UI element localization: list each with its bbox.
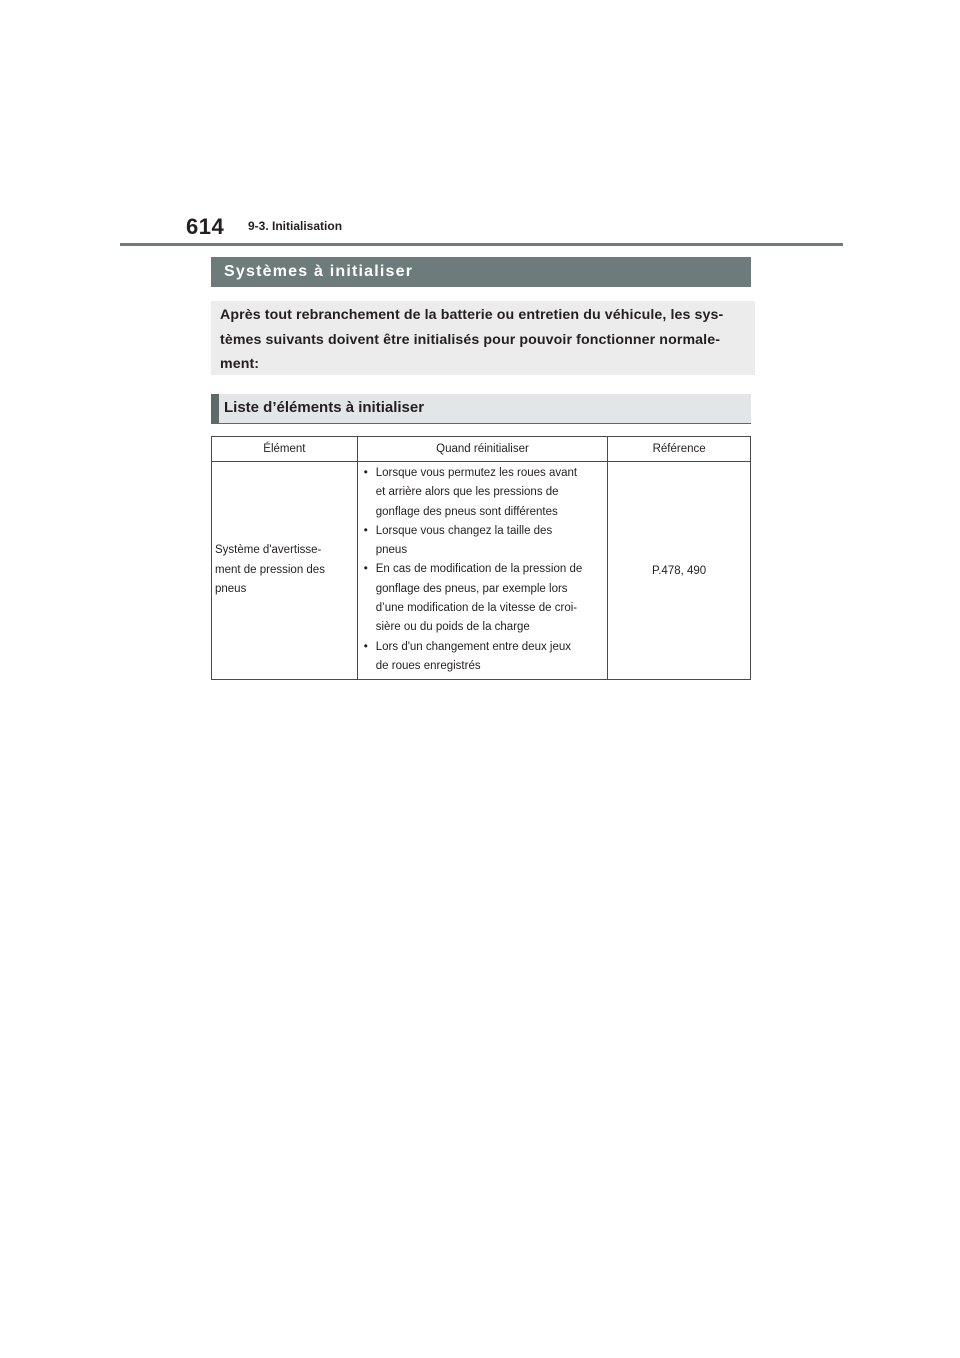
condition-line: En cas de modification de la pression de xyxy=(375,563,583,576)
condition-line: de roues enregistrés xyxy=(375,659,481,672)
element-line: ment de pression des xyxy=(215,563,325,576)
condition-line: pneus xyxy=(375,544,408,557)
header-divider xyxy=(120,243,843,246)
column-header-element: Élément xyxy=(212,437,358,462)
intro-line: ment: xyxy=(220,356,260,372)
intro-text xyxy=(220,301,745,377)
column-header-reference: Référence xyxy=(608,437,751,462)
list-subheading: Liste d’éléments à initialiser xyxy=(211,394,751,424)
cell-reference: P.478, 490 xyxy=(608,462,751,680)
condition-line: d’une modification de la vitesse de croi- xyxy=(375,602,578,615)
intro-box xyxy=(211,301,755,375)
element-line: pneus xyxy=(215,583,247,596)
page-number: 614 xyxy=(186,214,225,239)
column-header-when: Quand réinitialiser xyxy=(357,437,608,462)
initialization-table xyxy=(211,436,751,680)
condition-item xyxy=(362,522,604,561)
condition-list xyxy=(362,464,604,676)
element-line: Système d'avertisse- xyxy=(215,544,322,557)
cell-when xyxy=(357,462,608,680)
condition-line: Lorsque vous permutez les roues avant xyxy=(375,467,578,479)
condition-line: gonflage des pneus sont différentes xyxy=(375,505,558,518)
condition-line: sière ou du poids de la charge xyxy=(375,621,530,634)
intro-line: tèmes suivants doivent être initialisés pour pouvoir fonctionner normale- xyxy=(220,331,721,348)
condition-line: et arrière alors que les pressions de xyxy=(375,486,559,499)
cell-element xyxy=(212,462,358,680)
condition-item xyxy=(362,638,604,677)
table-row xyxy=(212,462,751,680)
section-path: 9-3. Initialisation xyxy=(248,219,343,233)
condition-line: Lors d'un changement entre deux jeux xyxy=(375,640,572,653)
condition-item xyxy=(362,464,604,522)
condition-item xyxy=(362,560,604,637)
intro-line: Après tout rebranchement de la batterie ou entretien du véhicule, les sys- xyxy=(220,307,724,323)
section-title-bar: Systèmes à initialiser xyxy=(211,257,751,287)
condition-line: gonflage des pneus, par exemple lors xyxy=(375,582,568,595)
condition-line: Lorsque vous changez la taille des xyxy=(375,524,553,537)
table-header-row xyxy=(212,437,751,462)
